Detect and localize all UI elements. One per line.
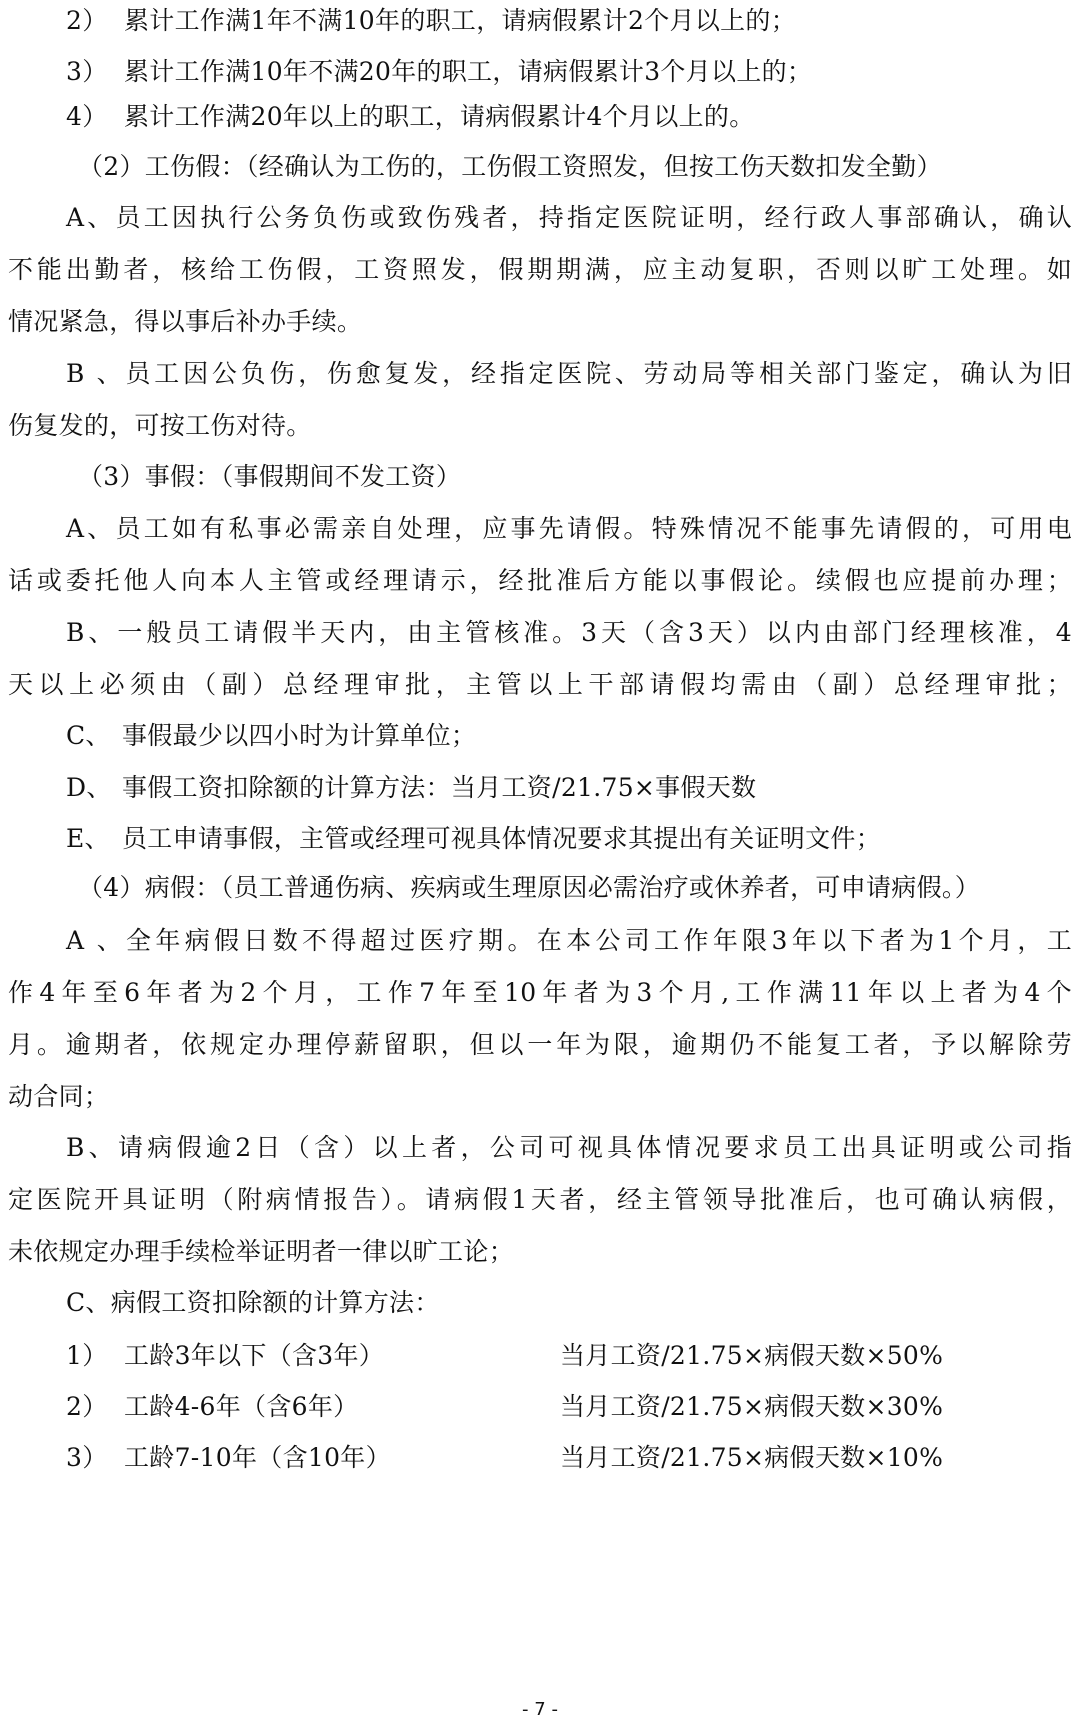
list-text: 累计工作满1年不满10年的职工，请病假累计2个月以上的；	[124, 6, 797, 35]
deduction-formula: 当月工资/21.75×病假天数×50%	[560, 1341, 944, 1370]
paragraph-line: 月。逾期者，依规定办理停薪留职，但以一年为限，逾期仍不能复工者，予以解除劳	[8, 1030, 1072, 1059]
paragraph-line: C、病假工资扣除额的计算方法：	[66, 1288, 440, 1317]
paragraph-line	[66, 924, 1072, 958]
list-number: 4）	[66, 102, 108, 131]
paragraph-line: A、员工因执行公务负伤或致伤残者，持指定医院证明，经行政人事部确认，确认	[66, 203, 1072, 232]
item-letter: E、	[66, 824, 110, 853]
item-text: 员工因公负伤，伤愈复发，经指定医院、劳动局等相关部门鉴定，确认为旧	[122, 359, 1072, 388]
formula-row	[66, 1441, 1072, 1475]
paragraph-line: B、请病假逾2日（含）以上者，公司可视具体情况要求员工出具证明或公司指	[66, 1133, 1072, 1162]
item-text: 全年病假日数不得超过医疗期。在本公司工作年限3年以下者为1个月，工	[122, 926, 1072, 955]
seniority-condition: 工龄7-10年（含10年）	[124, 1443, 391, 1472]
paragraph-line: B、一般员工请假半天内，由主管核准。3天（含3天）以内由部门经理核准，4	[66, 618, 1072, 647]
seniority-condition: 工龄4-6年（含6年）	[124, 1392, 359, 1421]
section-heading: （3）事假：（事假期间不发工资）	[78, 462, 462, 491]
list-number: 2）	[66, 6, 108, 35]
list-text: 累计工作满10年不满20年的职工，请病假累计3个月以上的；	[124, 57, 813, 86]
paragraph-line: 情况紧急，得以事后补办手续。	[8, 307, 363, 336]
paragraph-line	[66, 357, 1072, 391]
page-number: - 7 -	[522, 1699, 558, 1720]
list-number: 2）	[66, 1392, 108, 1421]
list-number: 1）	[66, 1341, 108, 1370]
paragraph-line: 动合同；	[8, 1082, 110, 1111]
deduction-formula: 当月工资/21.75×病假天数×30%	[560, 1392, 944, 1421]
deduction-formula: 当月工资/21.75×病假天数×10%	[560, 1443, 944, 1472]
item-text: 事假工资扣除额的计算方法：当月工资/21.75×事假天数	[122, 773, 757, 802]
seniority-condition: 工龄3年以下（含3年）	[124, 1341, 385, 1370]
paragraph-line: A、员工如有私事必需亲自处理，应事先请假。特殊情况不能事先请假的，可用电	[66, 514, 1072, 543]
list-item	[66, 100, 1072, 134]
paragraph-line: 定医院开具证明（附病情报告）。请病假1天者，经主管领导批准后，也可确认病假，	[8, 1185, 1072, 1214]
item-letter: D、	[66, 773, 112, 802]
section-heading: （2）工伤假：（经确认为工伤的，工伤假工资照发，但按工伤天数扣发全勤）	[78, 152, 942, 181]
paragraph-line: 作4年至6年者为2个月，工作7年至10年者为3个月,工作满11年以上者为4个	[8, 978, 1072, 1007]
list-item	[66, 55, 1072, 89]
list-item	[66, 771, 1072, 805]
list-item	[66, 719, 1072, 753]
section-heading: （4）病假：（员工普通伤病、疾病或生理原因必需治疗或休养者，可申请病假。）	[78, 873, 981, 902]
item-letter: B、	[66, 359, 122, 388]
formula-row	[66, 1339, 1072, 1373]
item-letter: A、	[66, 926, 122, 955]
paragraph-line: 未依规定办理手续检举证明者一律以旷工论；	[8, 1237, 515, 1266]
paragraph-line: 不能出勤者，核给工伤假，工资照发，假期期满，应主动复职，否则以旷工处理。如	[8, 255, 1072, 284]
item-text: 员工申请事假，主管或经理可视具体情况要求其提出有关证明文件；	[122, 824, 882, 853]
list-number: 3）	[66, 1443, 108, 1472]
list-item	[66, 822, 1072, 856]
list-number: 3）	[66, 57, 108, 86]
item-letter: C、	[66, 721, 111, 750]
paragraph-line: 天以上必须由（副）总经理审批，主管以上干部请假均需由（副）总经理审批；	[8, 670, 1072, 699]
list-text: 累计工作满20年以上的职工，请病假累计4个月以上的。	[124, 102, 755, 131]
paragraph-line: 伤复发的，可按工伤对待。	[8, 411, 312, 440]
paragraph-line: 话或委托他人向本人主管或经理请示，经批准后方能以事假论。续假也应提前办理；	[8, 566, 1072, 595]
item-text: 事假最少以四小时为计算单位；	[122, 721, 477, 750]
list-item	[66, 4, 1072, 38]
formula-row	[66, 1390, 1072, 1424]
